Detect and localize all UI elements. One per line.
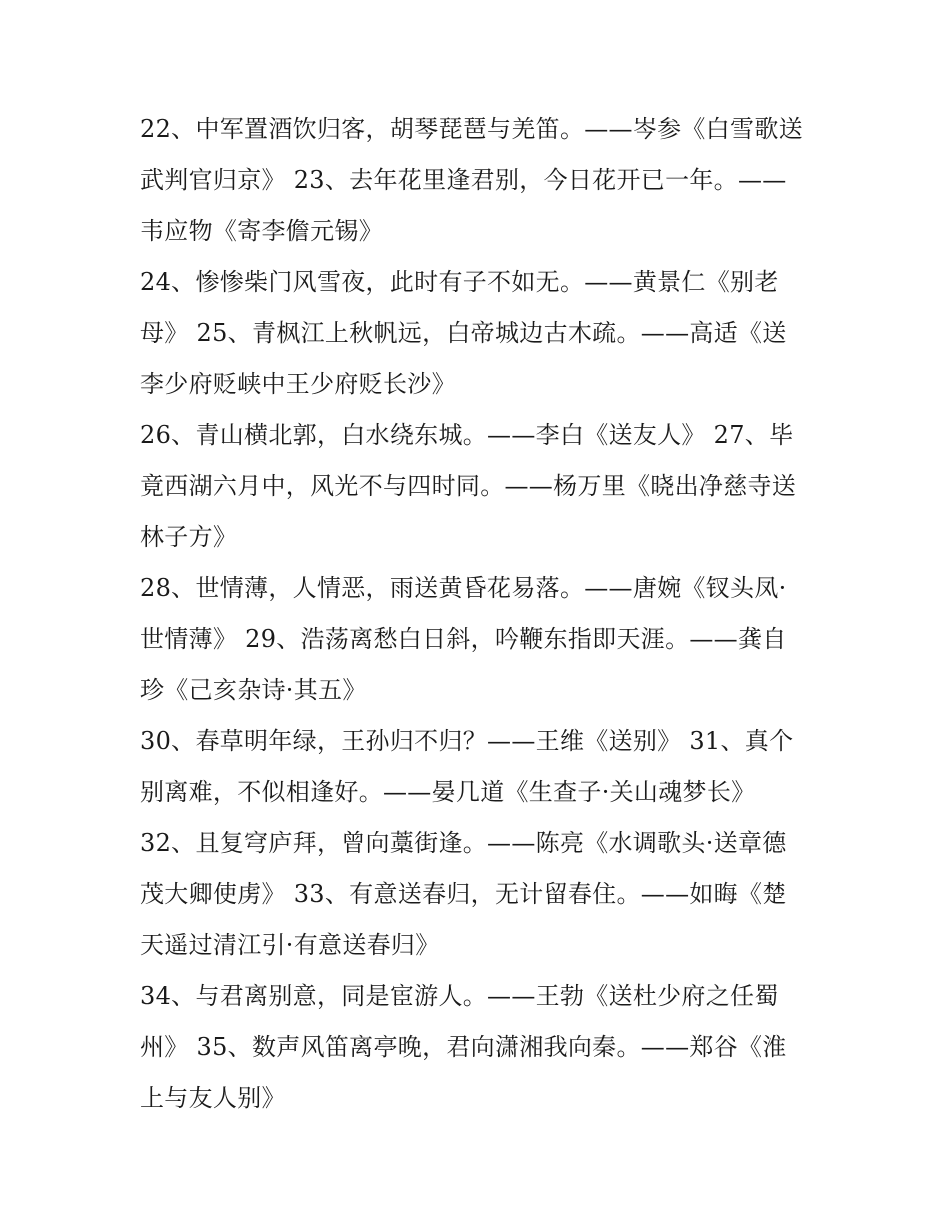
text-line: 26、青山横北郭，白水绕东城。——李白《送友人》 27、毕 (140, 421, 794, 449)
text-line: 州》 35、数声风笛离亭晚，君向潇湘我向秦。——郑谷《淮 (140, 1033, 787, 1061)
text-line: 韦应物《寄李儋元锡》 (140, 217, 383, 245)
text-line: 24、惨惨柴门风雪夜，此时有子不如无。——黄景仁《别老 (140, 268, 779, 296)
text-line: 别离难，不似相逢好。——晏几道《生查子·关山魂梦长》 (140, 778, 756, 806)
text-line: 34、与君离别意，同是宦游人。——王勃《送杜少府之任蜀 (140, 982, 779, 1010)
text-line: 22、中军置酒饮归客，胡琴琵琶与羌笛。——岑参《白雪歌送 (140, 115, 803, 143)
text-line: 珍《己亥杂诗·其五》 (140, 676, 367, 704)
poem-quotes-text (140, 104, 830, 1124)
text-line: 上与友人别》 (140, 1084, 286, 1112)
text-line: 林子方》 (140, 523, 238, 551)
text-line: 竟西湖六月中，风光不与四时同。——杨万里《晓出净慈寺送 (140, 472, 797, 500)
text-line: 28、世情薄，人情恶，雨送黄昏花易落。——唐婉《钗头凤· (140, 574, 787, 602)
text-line: 茂大卿使虏》 33、有意送春归，无计留春住。——如晦《楚 (140, 880, 787, 908)
text-line: 世情薄》 29、浩荡离愁白日斜，吟鞭东指即天涯。——龚自 (140, 625, 787, 653)
text-line: 32、且复穹庐拜，曾向藁街逢。——陈亮《水调歌头·送章德 (140, 829, 787, 857)
text-line: 天遥过清江引·有意送春归》 (140, 931, 440, 959)
text-line: 李少府贬峡中王少府贬长沙》 (140, 370, 456, 398)
text-line: 母》 25、青枫江上秋帆远，白帝城边古木疏。——高适《送 (140, 319, 787, 347)
text-line: 武判官归京》 23、去年花里逢君别，今日花开已一年。—— (140, 166, 787, 194)
text-line: 30、春草明年绿，王孙归不归？——王维《送别》 31、真个 (140, 727, 794, 755)
